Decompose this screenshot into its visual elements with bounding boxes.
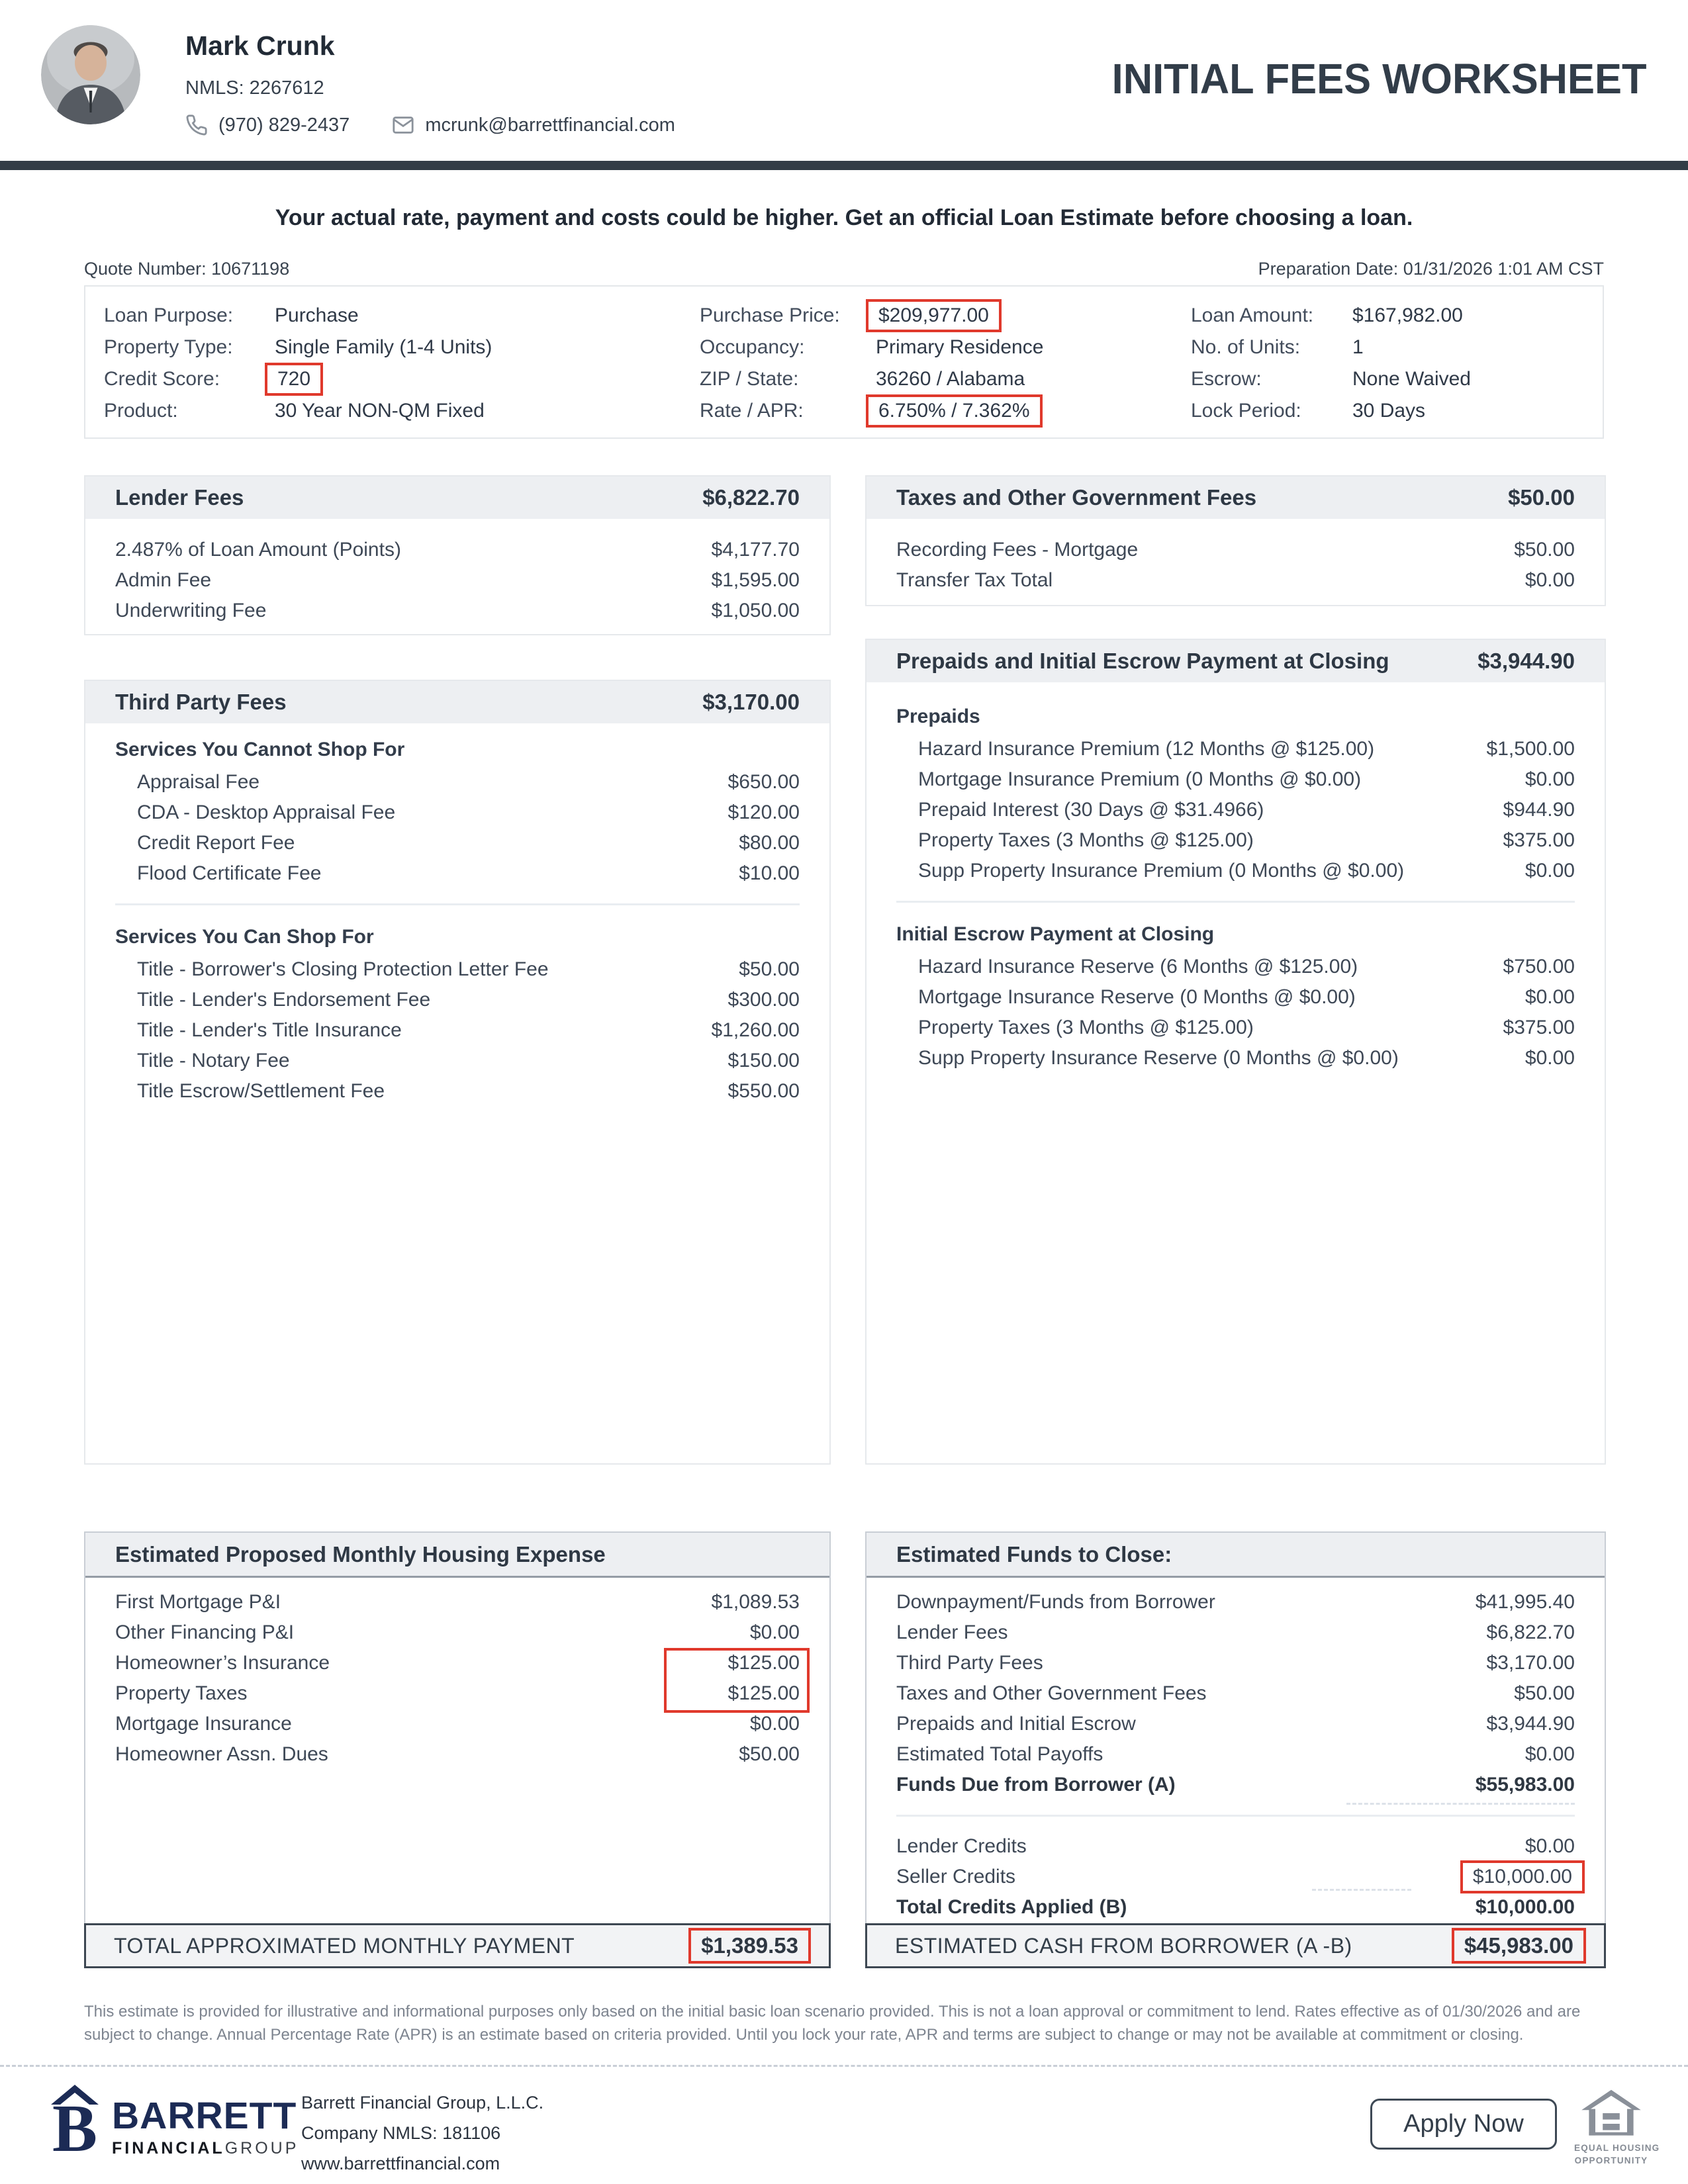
subsection-heading: Initial Escrow Payment at Closing xyxy=(896,923,1215,945)
subsection-divider xyxy=(896,901,1575,903)
fee-row: Flood Certificate Fee $10.00 xyxy=(137,862,800,884)
section-header xyxy=(867,477,1605,519)
summary-row: Rate / APR: 6.750% / 7.362% xyxy=(700,395,1043,427)
highlight-box: $45,983.00 xyxy=(1452,1928,1586,1964)
section-title: Estimated Funds to Close: xyxy=(896,1541,1172,1567)
disclaimer-text: This estimate is provided for illustrative and informational purposes only based on the initial basic loan scenario provided. This is not a loan approval or commitment to lend. Rates effective as of 01/30/2026 and are subject to change. Annual Percentage Rate (APR) is an estimate based on criteria provided. Until you lock your rate, APR and terms are subject to change or may not be available at commitment or closing. xyxy=(84,2003,1581,2044)
fee-row: Admin Fee $1,595.00 xyxy=(115,569,800,591)
fee-row: Appraisal Fee $650.00 xyxy=(137,771,800,793)
preparation-date: Preparation Date: 01/31/2026 1:01 AM CST xyxy=(1258,259,1604,279)
funds-total-band xyxy=(865,1923,1606,1968)
fee-row: Supp Property Insurance Premium (0 Months @ $0.00) $0.00 xyxy=(918,860,1575,882)
prepaids-box xyxy=(865,639,1606,1465)
fee-row: CDA - Desktop Appraisal Fee $120.00 xyxy=(137,801,800,823)
highlight-box: $1,389.53 xyxy=(688,1928,811,1964)
phone-number: (970) 829-2437 xyxy=(218,114,350,136)
company-nmls: Company NMLS: 181106 xyxy=(301,2123,501,2143)
loan-officer-contact xyxy=(185,114,675,136)
loan-officer-nmls: NMLS: 2267612 xyxy=(185,77,324,99)
fee-row: Transfer Tax Total $0.00 xyxy=(896,569,1575,591)
section-header xyxy=(867,1533,1605,1578)
summary-row: Occupancy: Primary Residence xyxy=(700,336,1044,358)
fee-row: Title - Borrower's Closing Protection Letter Fee $50.00 xyxy=(137,958,800,980)
fee-row: Supp Property Insurance Reserve (0 Months @ $0.00) $0.00 xyxy=(918,1047,1575,1069)
fee-row: Mortgage Insurance $0.00 xyxy=(115,1713,800,1735)
fee-row: Prepaid Interest (30 Days @ $31.4966) $944.90 xyxy=(918,799,1575,821)
summary-row: Property Type: Single Family (1-4 Units) xyxy=(104,336,492,358)
total-credits-row: Total Credits Applied (B) $10,000.00 xyxy=(896,1896,1575,1918)
monthly-total-label: TOTAL APPROXIMATED MONTHLY PAYMENT xyxy=(114,1933,575,1958)
subsection-divider xyxy=(115,903,800,905)
loan-officer-name: Mark Crunk xyxy=(185,30,335,61)
subsection-heading: Services You Can Shop For xyxy=(115,926,374,948)
footer-dashed-separator xyxy=(0,2065,1688,2067)
section-title: Taxes and Other Government Fees xyxy=(896,485,1257,510)
fee-row: Hazard Insurance Reserve (6 Months @ $125.00) $750.00 xyxy=(918,956,1575,978)
fee-row: Estimated Total Payoffs $0.00 xyxy=(896,1743,1575,1765)
fee-row: Homeowner Assn. Dues $50.00 xyxy=(115,1743,800,1765)
monthly-total-band xyxy=(84,1923,831,1968)
equal-housing-text-2: OPPORTUNITY xyxy=(1574,2156,1648,2165)
funds-due-row: Funds Due from Borrower (A) $55,983.00 xyxy=(896,1774,1575,1796)
summary-row: Loan Purpose: Purchase xyxy=(104,304,359,326)
phone-icon xyxy=(185,114,208,136)
summary-column-1 xyxy=(104,300,492,427)
email-icon xyxy=(392,114,414,136)
summary-row: Escrow: None Waived xyxy=(1191,368,1471,390)
third-party-fees-box xyxy=(84,680,831,1465)
section-title: Estimated Proposed Monthly Housing Expense xyxy=(115,1541,606,1567)
fee-row: Prepaids and Initial Escrow $3,944.90 xyxy=(896,1713,1575,1735)
subsection-heading: Prepaids xyxy=(896,705,980,727)
apply-now-button[interactable]: Apply Now xyxy=(1370,2099,1557,2150)
section-total: $3,170.00 xyxy=(702,690,800,714)
fee-row: Homeowner’s Insurance $125.00 xyxy=(115,1652,800,1674)
lender-fees-box xyxy=(84,475,831,635)
fee-row: Mortgage Insurance Reserve (0 Months @ $0.00) $0.00 xyxy=(918,986,1575,1008)
summary-row: Product: 30 Year NON-QM Fixed xyxy=(104,400,485,422)
summary-row: Loan Amount: $167,982.00 xyxy=(1191,304,1463,326)
fee-row: Title - Notary Fee $150.00 xyxy=(137,1050,800,1071)
dashed-line xyxy=(1346,1803,1575,1805)
barrett-logo-icon xyxy=(50,2085,103,2156)
fee-row: Seller Credits $10,000.00 xyxy=(867,1862,1605,1892)
fee-row: 2.487% of Loan Amount (Points) $4,177.70 xyxy=(115,539,800,561)
summary-column-2 xyxy=(700,300,1043,427)
summary-row: Lock Period: 30 Days xyxy=(1191,400,1426,422)
fee-row: Property Taxes (3 Months @ $125.00) $375.00 xyxy=(918,829,1575,851)
fee-row: Title - Lender's Endorsement Fee $300.00 xyxy=(137,989,800,1011)
header-divider-bar xyxy=(0,161,1688,170)
highlight-box: $209,977.00 xyxy=(866,299,1002,332)
fee-row: Credit Report Fee $80.00 xyxy=(137,832,800,854)
section-title: Prepaids and Initial Escrow Payment at Closing xyxy=(896,649,1389,673)
summary-row: Purchase Price: $209,977.00 xyxy=(700,300,1043,332)
barrett-logo xyxy=(50,2085,299,2158)
fee-row: Hazard Insurance Premium (12 Months @ $125.00) $1,500.00 xyxy=(918,738,1575,760)
summary-row: ZIP / State: 36260 / Alabama xyxy=(700,368,1025,390)
svg-text:B: B xyxy=(52,2091,98,2156)
fee-row: Taxes and Other Government Fees $50.00 xyxy=(896,1682,1575,1704)
section-title: Third Party Fees xyxy=(115,690,287,714)
logo-wordmark: BARRETT xyxy=(112,2095,297,2137)
email-group xyxy=(392,114,675,136)
company-website: www.barrettfinancial.com xyxy=(301,2154,500,2173)
fee-row: Title Escrow/Settlement Fee $550.00 xyxy=(137,1080,800,1102)
summary-column-3 xyxy=(1191,300,1471,427)
equal-housing-logo xyxy=(1574,2089,1660,2166)
highlight-box: $10,000.00 xyxy=(1460,1860,1585,1893)
page-title: INITIAL FEES WORKSHEET xyxy=(1112,55,1647,103)
company-name: Barrett Financial Group, L.L.C. xyxy=(301,2093,544,2113)
email-address: mcrunk@barrettfinancial.com xyxy=(425,114,675,136)
fee-row: Mortgage Insurance Premium (0 Months @ $0.00) $0.00 xyxy=(918,768,1575,790)
fee-row: Title - Lender's Title Insurance $1,260.00 xyxy=(137,1019,800,1041)
subsection-divider xyxy=(896,1815,1575,1817)
section-total: $3,944.90 xyxy=(1477,649,1575,673)
notice-banner: Your actual rate, payment and costs could be higher. Get an official Loan Estimate before choosing a loan. xyxy=(275,205,1413,230)
loan-summary-box xyxy=(84,285,1604,439)
equal-housing-icon xyxy=(1579,2089,1643,2138)
loan-officer-photo xyxy=(41,25,140,124)
loan-officer-header xyxy=(41,25,675,136)
logo-subtext: FINANCIALGROUP xyxy=(112,2139,299,2158)
equal-housing-text-1: EQUAL HOUSING xyxy=(1574,2143,1660,2153)
section-total: $6,822.70 xyxy=(702,485,800,510)
subsection-heading: Services You Cannot Shop For xyxy=(115,739,405,760)
fee-row: Underwriting Fee $1,050.00 xyxy=(115,600,800,621)
summary-row: Credit Score: 720 xyxy=(104,363,492,395)
highlight-box: 720 xyxy=(265,363,323,396)
section-total: $50.00 xyxy=(1508,485,1575,510)
highlight-box: 6.750% / 7.362% xyxy=(866,394,1043,428)
quote-row xyxy=(84,259,1604,279)
section-title: Lender Fees xyxy=(115,485,244,510)
section-header xyxy=(85,477,829,519)
company-info xyxy=(301,2090,543,2181)
quote-number: Quote Number: 10671198 xyxy=(84,259,290,279)
funds-total-label: ESTIMATED CASH FROM BORROWER (A -B) xyxy=(895,1933,1352,1958)
fee-row: First Mortgage P&I $1,089.53 xyxy=(115,1591,800,1613)
fee-row: Lender Credits $0.00 xyxy=(896,1835,1575,1857)
fee-row: Third Party Fees $3,170.00 xyxy=(896,1652,1575,1674)
summary-row: No. of Units: 1 xyxy=(1191,336,1364,358)
fee-row: Lender Fees $6,822.70 xyxy=(896,1621,1575,1643)
loan-officer-details xyxy=(185,25,675,136)
funds-to-close-box xyxy=(865,1531,1606,1968)
government-fees-box xyxy=(865,475,1606,606)
dashed-line xyxy=(1312,1889,1411,1891)
fee-row: Property Taxes $125.00 xyxy=(115,1682,800,1704)
fee-row: Recording Fees - Mortgage $50.00 xyxy=(896,539,1575,561)
section-header xyxy=(867,640,1605,682)
section-header xyxy=(85,1533,829,1578)
fee-row: Other Financing P&I $0.00 xyxy=(115,1621,800,1643)
fee-row: Downpayment/Funds from Borrower $41,995.40 xyxy=(896,1591,1575,1613)
monthly-expense-box xyxy=(84,1531,831,1968)
fee-row: Property Taxes (3 Months @ $125.00) $375.00 xyxy=(918,1017,1575,1038)
section-header xyxy=(85,681,829,723)
